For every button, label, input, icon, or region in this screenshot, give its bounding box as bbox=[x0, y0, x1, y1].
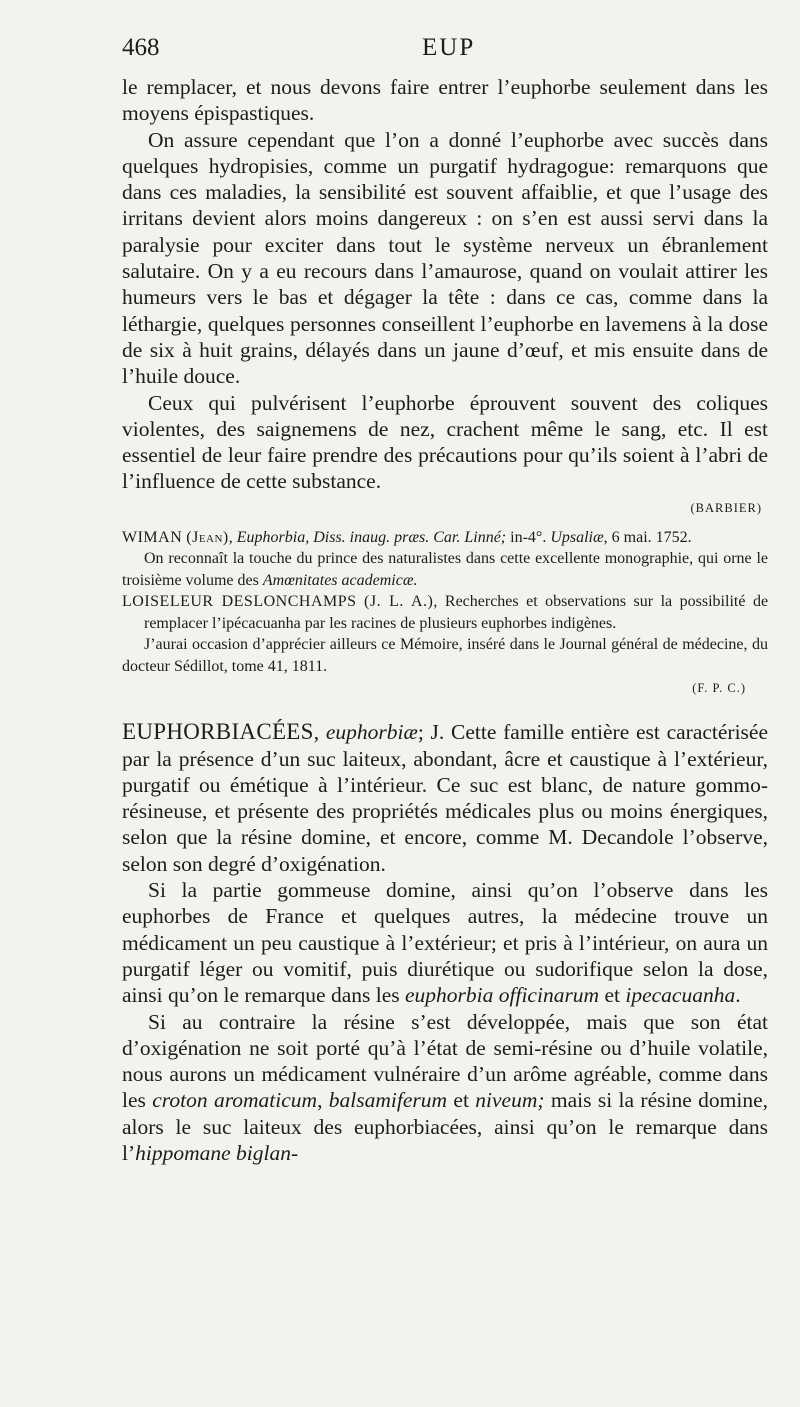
latin-term: hippomane biglan- bbox=[135, 1141, 299, 1165]
paragraph-text: , bbox=[317, 1088, 329, 1113]
paragraph: le remplacer, et nous devons faire entrer l’euphorbe seulement dans les moyens épispastiques. bbox=[122, 75, 768, 126]
author-signature: (F. P. C.) bbox=[692, 681, 746, 696]
paragraph bbox=[122, 877, 768, 1008]
entry-author-initials: (J. L. A.) bbox=[364, 593, 434, 611]
paragraph: EUPHORBIACÉES, euphorbiæ; J. Cette famille entière est caractérisée par la présence d’un suc laiteux, abondant, âcre et caustique à l’extérieur, purgatif ou émétique à l’intérieur. Ce suc est blanc, de nature gommo-résineuse, et présente des propriétés médicales plus ou moins énergiques, selon que la résine domine, et encore, comme M. Decandole l’observe, selon son degré d’oxigénation. bbox=[122, 719, 769, 876]
paragraph-text: et bbox=[447, 1088, 476, 1113]
bibliography-entry bbox=[122, 591, 768, 634]
article-euphorbe-end bbox=[122, 74, 768, 495]
entry-details: in-4°. bbox=[506, 528, 551, 546]
paragraph-text: ; J. Cette famille entière est caractérisée par la présence d’un suc laiteux, abondant, âcre et caustique à l’extérieur, purgatif ou émétique à l’intérieur. Ce suc est blanc, de nature gommo-résineuse, et présente des propriétés médicales plus ou moins énergiques, selon que la résine domine, et encore, comme M. Decandole l’observe, selon son degré d’oxigénation. bbox=[122, 720, 769, 876]
paragraph-text: mais si la résine domine, alors le suc laiteux des euphorbiacées, ainsi qu’on le remarque dans l’ bbox=[122, 1088, 768, 1165]
paragraph-text: et bbox=[599, 983, 626, 1008]
bibliography-note: J’aurai occasion d’apprécier ailleurs ce Mémoire, inséré dans le Journal général de médecine, du docteur Sédillot, tome 41, 1811. bbox=[122, 636, 768, 675]
bibliography bbox=[122, 527, 768, 678]
bibliography-entry: WIMAN (Jean), Euphorbia, Diss. inaug. præs. Car. Linné; in-4°. Upsaliæ, 6 mai. 1752. bbox=[122, 528, 692, 546]
paragraph bbox=[122, 1009, 768, 1167]
latin-name: euphorbiæ bbox=[325, 720, 418, 745]
entry-date: , 6 mai. 1752. bbox=[603, 528, 692, 546]
latin-term: croton aromaticum bbox=[152, 1088, 318, 1113]
latin-term: euphorbia officinarum bbox=[405, 983, 600, 1008]
entry-title: Euphorbia, Diss. inaug. præs. Car. Linné; bbox=[236, 528, 507, 546]
latin-term: balsamiferum bbox=[328, 1088, 448, 1113]
running-title: EUP bbox=[422, 34, 476, 61]
paragraph-text: . bbox=[735, 983, 741, 1008]
entry-author-first: (Jean) bbox=[186, 528, 229, 546]
entry-author: WIMAN bbox=[122, 528, 183, 546]
page-number: 468 bbox=[122, 34, 160, 61]
latin-term: niveum; bbox=[475, 1088, 545, 1113]
paragraph-text: Si au contraire la résine s’est développée, mais que son état d’oxigénation ne soit porté qu’à l’état de semi-résine ou d’huile volatile, nous aurons un médicament vulnéraire d’un arôme agréable, comme dans les bbox=[122, 1009, 768, 1113]
bibliography-note bbox=[122, 548, 768, 591]
page-header bbox=[122, 34, 768, 74]
paragraph: On assure cependant que l’on a donné l’euphorbe avec succès dans quelques hydropisies, comme un purgatif hydragogue: remarquons que dans ces maladies, la sensibilité est souvent affaiblie, et que l’usage des irritans devient alors moins dangereux : on s’en est aussi servi dans la paralysie pour exciter dans tout le système nerveux un ébranlement salutaire. On y a eu recours dans l’amaurose, quand on voulait attirer les humeurs vers le bas et dégager la tête : dans ce cas, comme dans la léthargie, quelques personnes conseillent l’euphorbe en lavemens à la dose de six à huit grains, délayés dans un jaune d’œuf, et mis ensuite dans de l’huile douce. bbox=[122, 127, 768, 389]
note-italic: Amœnitates academicæ. bbox=[262, 571, 418, 589]
note-text: On reconnaît la touche du prince des naturalistes dans cette excellente monographie, qui orne le troisième volume des bbox=[122, 550, 768, 589]
paragraph: Ceux qui pulvérisent l’euphorbe éprouvent souvent des coliques violentes, des saignemens de nez, crachent même le sang, etc. Il est essentiel de leur faire prendre des précautions pour qu’ils soient à l’abri de l’influence de cette substance. bbox=[122, 390, 768, 494]
headword: EUPHORBIACÉES bbox=[122, 719, 314, 745]
entry-place: Upsaliæ bbox=[550, 528, 604, 546]
author-signature: (BARBIER) bbox=[690, 500, 762, 515]
article-euphorbiacees bbox=[122, 719, 768, 1166]
entry-author: LOISELEUR DESLONCHAMPS bbox=[122, 593, 357, 611]
paragraph-text: Si la partie gommeuse domine, ainsi qu’on l’observe dans les euphorbes de France et quelques autres, la médecine trouve un médicament un peu caustique à l’extérieur; et pris à l’intérieur, on aura un purgatif léger ou vomitif, puis diurétique ou sudorifique selon la dose, ainsi qu’on le remarque dans les bbox=[122, 878, 768, 1008]
entry-text: , Recherches et observations sur la possibilité de remplacer l’ipécacuanha par les racines de plusieurs euphorbes indigènes. bbox=[144, 593, 769, 632]
latin-term: ipecacuanha bbox=[625, 983, 736, 1008]
